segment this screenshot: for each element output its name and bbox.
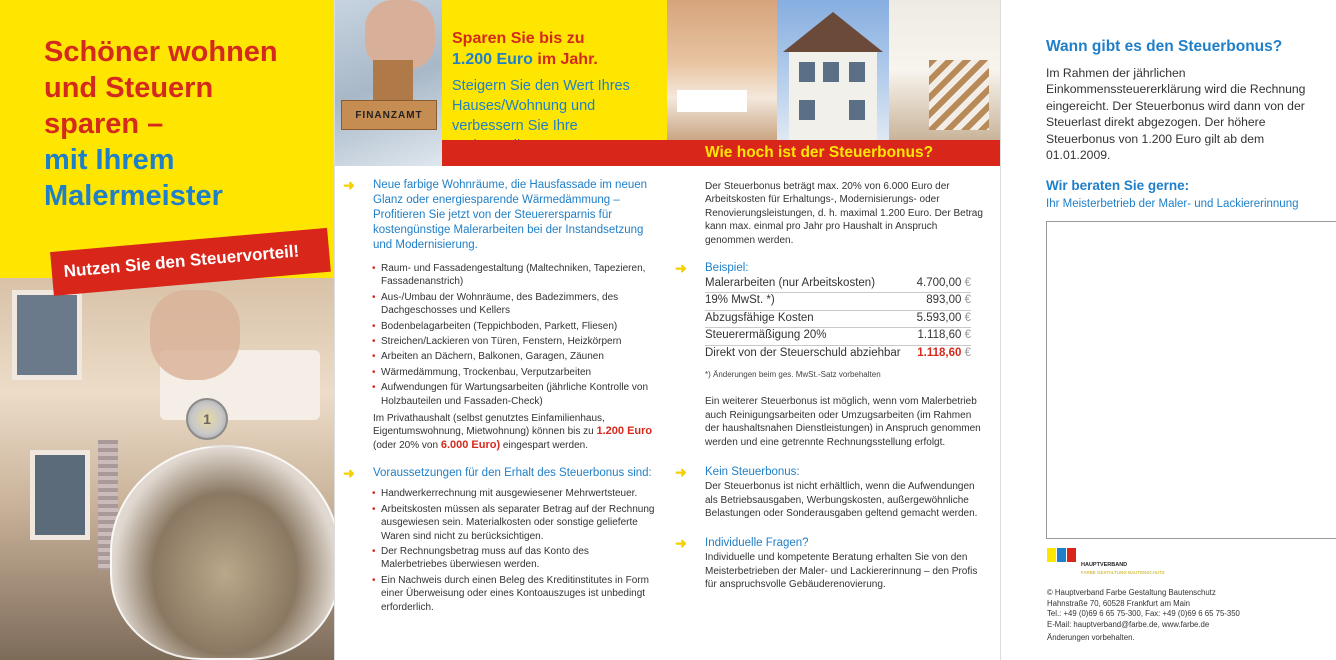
tax-advantage-banner: Nutzen Sie den Steuervorteil!	[50, 228, 331, 296]
window-shape	[12, 290, 82, 380]
window-shape	[823, 62, 839, 82]
window-shape	[799, 62, 815, 82]
tax-office-stamp-photo	[335, 0, 442, 166]
further-bonus-text: Ein weiterer Steuerbonus ist möglich, wenn vom Malerbetrieb auch Reinigungsarbeiten oder Umzugsarbeiten (im Rahmen der haushaltsnahen Dienstleistungen) in Anspruch genommen werden und eine getrennte Rechnungsstellung erfolgt.	[705, 396, 981, 448]
euro-sign: €	[964, 329, 971, 342]
euro-coin-icon: 1	[186, 398, 228, 440]
requirements-title-text: Voraussetzungen für den Erhalt des Steuerbonus sind:	[373, 467, 652, 480]
staircase-photo	[889, 0, 1000, 140]
row-value: 4.700,00	[916, 277, 962, 290]
window-shape	[849, 100, 865, 120]
logo-square	[1067, 548, 1076, 562]
household-amount: 1.200 Euro	[596, 425, 653, 438]
bonus-content	[677, 180, 987, 592]
list-item: • Aus-/Umbau der Wohnräume, des Badezimmers, des Dachgeschosses und Kellers	[381, 291, 655, 318]
row-label: Direkt von der Steuerschuld abziehbar	[705, 346, 901, 359]
requirements-list	[345, 487, 655, 614]
questions-title: Individuelle Fragen?	[705, 537, 809, 550]
living-room-photo	[667, 0, 777, 140]
example-label	[677, 261, 987, 276]
email: E-Mail: hauptverband@farbe.de, www.farbe.de	[1047, 619, 1210, 629]
when-text: Im Rahmen der jährlichen Einkommenssteuererklärung wird die Rechnung eingereicht. Der Steuerbonus wird dann von der Steuerlast direkt abgezogen. Der höhere Steuerbonus von 1.200 Euro gilt ab dem 01.01.2009.	[1046, 66, 1306, 163]
benefits-content	[345, 178, 655, 616]
bonus-title: Wie hoch ist der Steuerbonus?	[705, 144, 934, 161]
headline-line: mit Ihrem	[44, 144, 175, 176]
advise-title: Wir beraten Sie gerne:	[1046, 178, 1190, 193]
savings-headline	[452, 28, 667, 70]
household-text: eingespart werden.	[502, 439, 588, 451]
red-bar	[442, 140, 667, 166]
row-label: Abzugsfähige Kosten	[705, 310, 913, 327]
row-value: 1.118,60	[917, 329, 962, 342]
phone: Tel.: +49 (0)69 6 65 75-300, Fax: +49 (0)69 6 65 75-350	[1047, 609, 1240, 619]
window-shape	[799, 100, 815, 120]
bonus-panel	[667, 0, 1000, 660]
example-label-text: Beispiel:	[705, 262, 749, 275]
arrow-icon: ➜	[675, 535, 687, 552]
stamp-box	[1046, 221, 1336, 539]
no-bonus-text: Der Steuerbonus ist nicht erhältlich, wenn die Aufwendungen als Betriebsausgaben, Werbungskosten, außergewöhnliche Belastungen oder Sonderausgaben geltend gemacht werden.	[705, 481, 978, 519]
headline-line: Schöner wohnen	[44, 36, 278, 68]
logo-title: HAUPTVERBAND	[1081, 562, 1128, 568]
row-value-cell	[913, 328, 971, 345]
no-bonus-title: Kein Steuerbonus:	[705, 466, 800, 479]
association-logo	[1047, 548, 1165, 575]
coin-bowl	[110, 445, 334, 660]
requirements-title	[345, 466, 655, 481]
row-value: 5.593,00	[916, 311, 962, 324]
row-label: 19% MwSt. *)	[705, 293, 913, 310]
savings-box	[442, 0, 667, 140]
row-value: 1.118,60	[917, 346, 962, 359]
list-item: • Der Rechnungsbetrag muss auf das Konto des Malerbetriebes überwiesen werden.	[381, 545, 655, 572]
row-value-cell	[913, 276, 971, 293]
arrow-icon: ➜	[343, 465, 355, 482]
copyright: © Hauptverband Farbe Gestaltung Bautenschutz	[1047, 588, 1216, 597]
work-list	[345, 262, 655, 408]
cover-headline	[44, 34, 278, 214]
table-row	[705, 293, 971, 310]
house-photo	[777, 0, 889, 140]
euro-sign: €	[964, 294, 971, 307]
intro-text: Neue farbige Wohnräume, die Hausfassade im neuen Glanz oder energiesparende Wärmedämmung – Profitieren Sie jetzt von der Steuerersparnis für kostengünstige Malerarbeiten bei der Instandsetzung und Modernisierung.	[373, 179, 648, 251]
headline-line: sparen –	[44, 108, 164, 140]
bonus-intro: Der Steuerbonus beträgt max. 20% von 6.000 Euro der Arbeitskosten für Erhaltungs-, Modernisierungs- oder Renovierungsleistungen, d. h. maximal 1.200 Euro. Der Betrag kann max. einmal pro Jahr pro Haushalt in Anspruch genommen werden.	[705, 181, 983, 246]
list-item: • Arbeiten an Dächern, Balkonen, Garagen, Zäunen	[381, 350, 655, 363]
savings-subhead: Steigern Sie den Wert Ihres Hauses/Wohnung und verbessern Sie Ihre	[452, 78, 630, 134]
table-row	[705, 328, 971, 345]
savings-amount: 1.200 Euro	[452, 51, 533, 68]
arrow-icon: ➜	[675, 260, 687, 277]
bonus-title-bar	[667, 140, 1000, 166]
list-item: • Arbeitskosten müssen als separater Betrag auf der Rechnung ausgewiesen sein. Materialkosten oder sonstige gelieferte Waren sind nicht zu berücksichtigen.	[381, 503, 655, 543]
table-row	[705, 310, 971, 327]
window-shape	[849, 62, 865, 82]
roof-shape	[783, 12, 883, 52]
advise-subtitle: Ihr Meisterbetrieb der Maler- und Lackiererinnung	[1046, 198, 1299, 210]
logo-square	[1057, 548, 1066, 562]
table-row	[705, 276, 971, 293]
table-row	[705, 345, 971, 362]
logo-square	[1047, 548, 1056, 562]
calculation-table	[705, 276, 971, 362]
row-value-cell	[913, 293, 971, 310]
imprint	[1047, 588, 1240, 644]
stamp-label: FINANZAMT	[341, 100, 437, 130]
arrow-icon: ➜	[343, 177, 355, 193]
euro-sign: €	[964, 311, 971, 324]
contact-panel	[1000, 0, 1336, 660]
questions-label	[677, 536, 987, 551]
row-value-cell	[913, 310, 971, 327]
address: Hahnstraße 70, 60528 Frankfurt am Main	[1047, 598, 1191, 608]
euro-sign: €	[964, 277, 971, 290]
household-amount: 6.000 Euro)	[440, 438, 501, 451]
headline-line: Malermeister	[44, 180, 223, 212]
hand-shape	[150, 290, 240, 380]
footnote: *) Änderungen beim ges. MwSt.-Satz vorbehalten	[705, 370, 881, 380]
stamp-handle	[373, 60, 413, 100]
row-value: 893,00	[926, 294, 962, 307]
stair-shape	[929, 60, 989, 130]
cover-panel	[0, 0, 334, 660]
arrow-icon: ➜	[675, 464, 687, 481]
household-text: Im Privathaushalt (selbst genutztes Einfamilienhaus, Eigentumswohnung, Mietwohnung) können bis zu	[373, 413, 605, 438]
savings-line1: Sparen Sie bis zu	[452, 30, 585, 47]
savings-suffix: im Jahr.	[537, 51, 598, 68]
when-title: Wann gibt es den Steuerbonus?	[1046, 38, 1283, 55]
list-item: • Raum- und Fassadengestaltung (Maltechniken, Tapezieren, Fassadenanstrich)	[381, 262, 655, 289]
household-text: (oder 20% von	[373, 439, 439, 451]
benefits-intro	[345, 178, 655, 253]
home-photos	[667, 0, 1000, 140]
changes-note: Änderungen vorbehalten.	[1047, 633, 1135, 643]
list-item: • Handwerkerrechnung mit ausgewiesener Mehrwertsteuer.	[381, 487, 655, 500]
list-item: • Aufwendungen für Wartungsarbeiten (jährliche Kontrolle von Holzbauteilen und Fassaden-Check)	[381, 381, 655, 408]
questions-text: Individuelle und kompetente Beratung erhalten Sie von den Meisterbetrieben der Maler- und Lackiererinnung – den Profis für anspruchsvolle Gebäuderenovierung.	[705, 552, 978, 591]
row-value-cell	[913, 345, 971, 362]
window-shape	[30, 450, 90, 540]
sofa-shape	[677, 90, 747, 112]
benefits-panel	[334, 0, 667, 660]
household-paragraph	[345, 412, 655, 452]
list-item: • Wärmedämmung, Trockenbau, Verputzarbeiten	[381, 366, 655, 379]
logo-subtitle: FARBE GESTALTUNG BAUTENSCHUTZ	[1081, 570, 1165, 575]
no-bonus-label	[677, 465, 987, 480]
list-item: • Bodenbelagarbeiten (Teppichboden, Parkett, Fliesen)	[381, 320, 655, 333]
euro-sign: €	[964, 346, 971, 359]
headline-line: und Steuern	[44, 72, 214, 104]
row-label: Steuerermäßigung 20%	[705, 328, 913, 345]
row-label: Malerarbeiten (nur Arbeitskosten)	[705, 276, 913, 293]
panel2-header	[335, 0, 667, 166]
list-item: • Streichen/Lackieren von Türen, Fenstern, Heizkörpern	[381, 335, 655, 348]
list-item: • Ein Nachweis durch einen Beleg des Kreditinstitutes in Form einer Überweisung oder eines Kontoauszuges ist unbedingt erforderlich.	[381, 574, 655, 614]
